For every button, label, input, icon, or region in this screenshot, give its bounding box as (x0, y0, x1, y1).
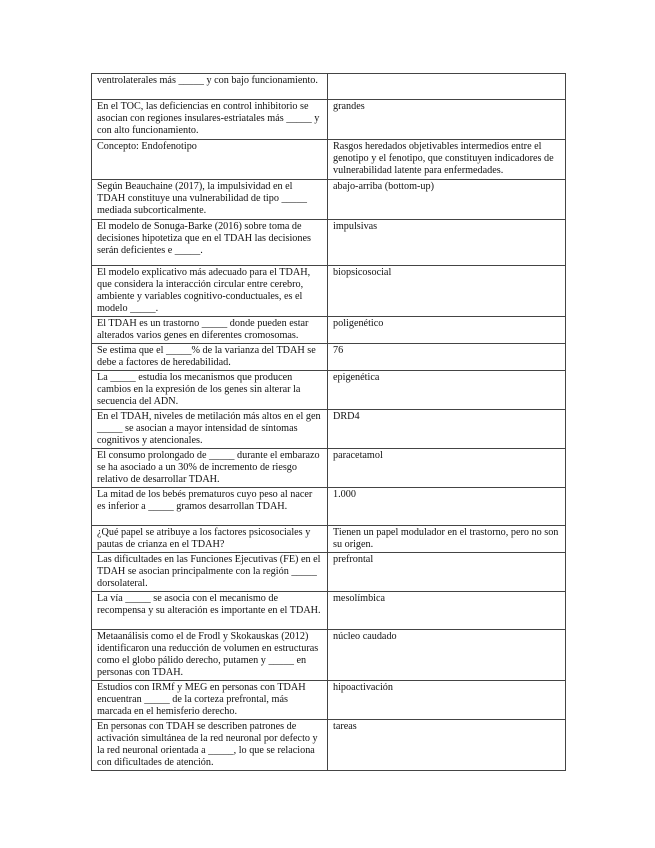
answer-cell: 76 (328, 344, 566, 371)
answer-cell: biopsicosocial (328, 266, 566, 317)
answer-cell: hipoactivación (328, 681, 566, 720)
table-row (92, 592, 566, 630)
table-row (92, 266, 566, 317)
question-cell: En personas con TDAH se describen patrones de activación simultánea de la red neuronal por defecto y la red neuronal orientada a _____, lo que se relaciona con dificultades de atención. (92, 720, 328, 771)
question-cell: Estudios con IRMf y MEG en personas con TDAH encuentran _____ de la corteza prefrontal, más marcada en el hemisferio derecho. (92, 681, 328, 720)
question-cell: El modelo explicativo más adecuado para el TDAH, que considera la interacción circular entre cerebro, ambiente y variables cognitivo-conductuales, es el modelo _____. (92, 266, 328, 317)
table-body (92, 74, 566, 771)
answer-cell: mesolímbica (328, 592, 566, 630)
table-row (92, 317, 566, 344)
question-cell: Se estima que el _____% de la varianza del TDAH se debe a factores de heredabilidad. (92, 344, 328, 371)
table-row (92, 681, 566, 720)
table-row (92, 488, 566, 526)
question-cell: En el TDAH, niveles de metilación más altos en el gen _____ se asocian a mayor intensidad de síntomas cognitivos y atencionales. (92, 410, 328, 449)
question-cell: El TDAH es un trastorno _____ donde pueden estar alterados varios genes en diferentes cromosomas. (92, 317, 328, 344)
answer-cell: poligenético (328, 317, 566, 344)
flashcard-table (91, 73, 566, 771)
question-cell: Concepto: Endofenotipo (92, 140, 328, 180)
answer-cell: paracetamol (328, 449, 566, 488)
answer-cell: tareas (328, 720, 566, 771)
table-row (92, 371, 566, 410)
answer-cell: núcleo caudado (328, 630, 566, 681)
answer-cell: 1.000 (328, 488, 566, 526)
question-cell: ¿Qué papel se atribuye a los factores psicosociales y pautas de crianza en el TDAH? (92, 526, 328, 553)
answer-cell: Tienen un papel modulador en el trastorno, pero no son su origen. (328, 526, 566, 553)
table-row (92, 553, 566, 592)
answer-cell: abajo-arriba (bottom-up) (328, 180, 566, 220)
answer-cell: grandes (328, 100, 566, 140)
answer-cell: prefrontal (328, 553, 566, 592)
table-row (92, 220, 566, 266)
answer-cell: DRD4 (328, 410, 566, 449)
question-cell: La vía _____ se asocia con el mecanismo de recompensa y su alteración es importante en el TDAH. (92, 592, 328, 630)
table-row (92, 74, 566, 100)
table-row (92, 410, 566, 449)
table-row (92, 100, 566, 140)
question-cell: La mitad de los bebés prematuros cuyo peso al nacer es inferior a _____ gramos desarrollan TDAH. (92, 488, 328, 526)
question-cell: El consumo prolongado de _____ durante el embarazo se ha asociado a un 30% de incremento de riesgo relativo de desarrollar TDAH. (92, 449, 328, 488)
question-cell: La _____ estudia los mecanismos que producen cambios en la expresión de los genes sin alterar la secuencia del ADN. (92, 371, 328, 410)
question-cell: Las dificultades en las Funciones Ejecutivas (FE) en el TDAH se asocian principalmente con la región _____ dorsolateral. (92, 553, 328, 592)
answer-cell: epigenética (328, 371, 566, 410)
answer-cell (328, 74, 566, 100)
table-row (92, 630, 566, 681)
answer-cell: Rasgos heredados objetivables intermedios entre el genotipo y el fenotipo, que constituyen indicadores de vulnerabilidad latente para enfermedades. (328, 140, 566, 180)
table-row (92, 526, 566, 553)
table-row (92, 140, 566, 180)
question-cell: En el TOC, las deficiencias en control inhibitorio se asocian con regiones insulares-estriatales más _____ y con alto funcionamiento. (92, 100, 328, 140)
question-cell: ventrolaterales más _____ y con bajo funcionamiento. (92, 74, 328, 100)
question-cell: El modelo de Sonuga-Barke (2016) sobre toma de decisiones hipotetiza que en el TDAH las decisiones serán deficientes e _____. (92, 220, 328, 266)
table-row (92, 180, 566, 220)
table-row (92, 344, 566, 371)
answer-cell: impulsivas (328, 220, 566, 266)
table-row (92, 720, 566, 771)
table-row (92, 449, 566, 488)
question-cell: Metaanálisis como el de Frodl y Skokauskas (2012) identificaron una reducción de volumen en estructuras como el globo pálido derecho, putamen y _____ en personas con TDAH. (92, 630, 328, 681)
question-cell: Según Beauchaine (2017), la impulsividad en el TDAH constituye una vulnerabilidad de tipo _____ mediada subcorticalmente. (92, 180, 328, 220)
